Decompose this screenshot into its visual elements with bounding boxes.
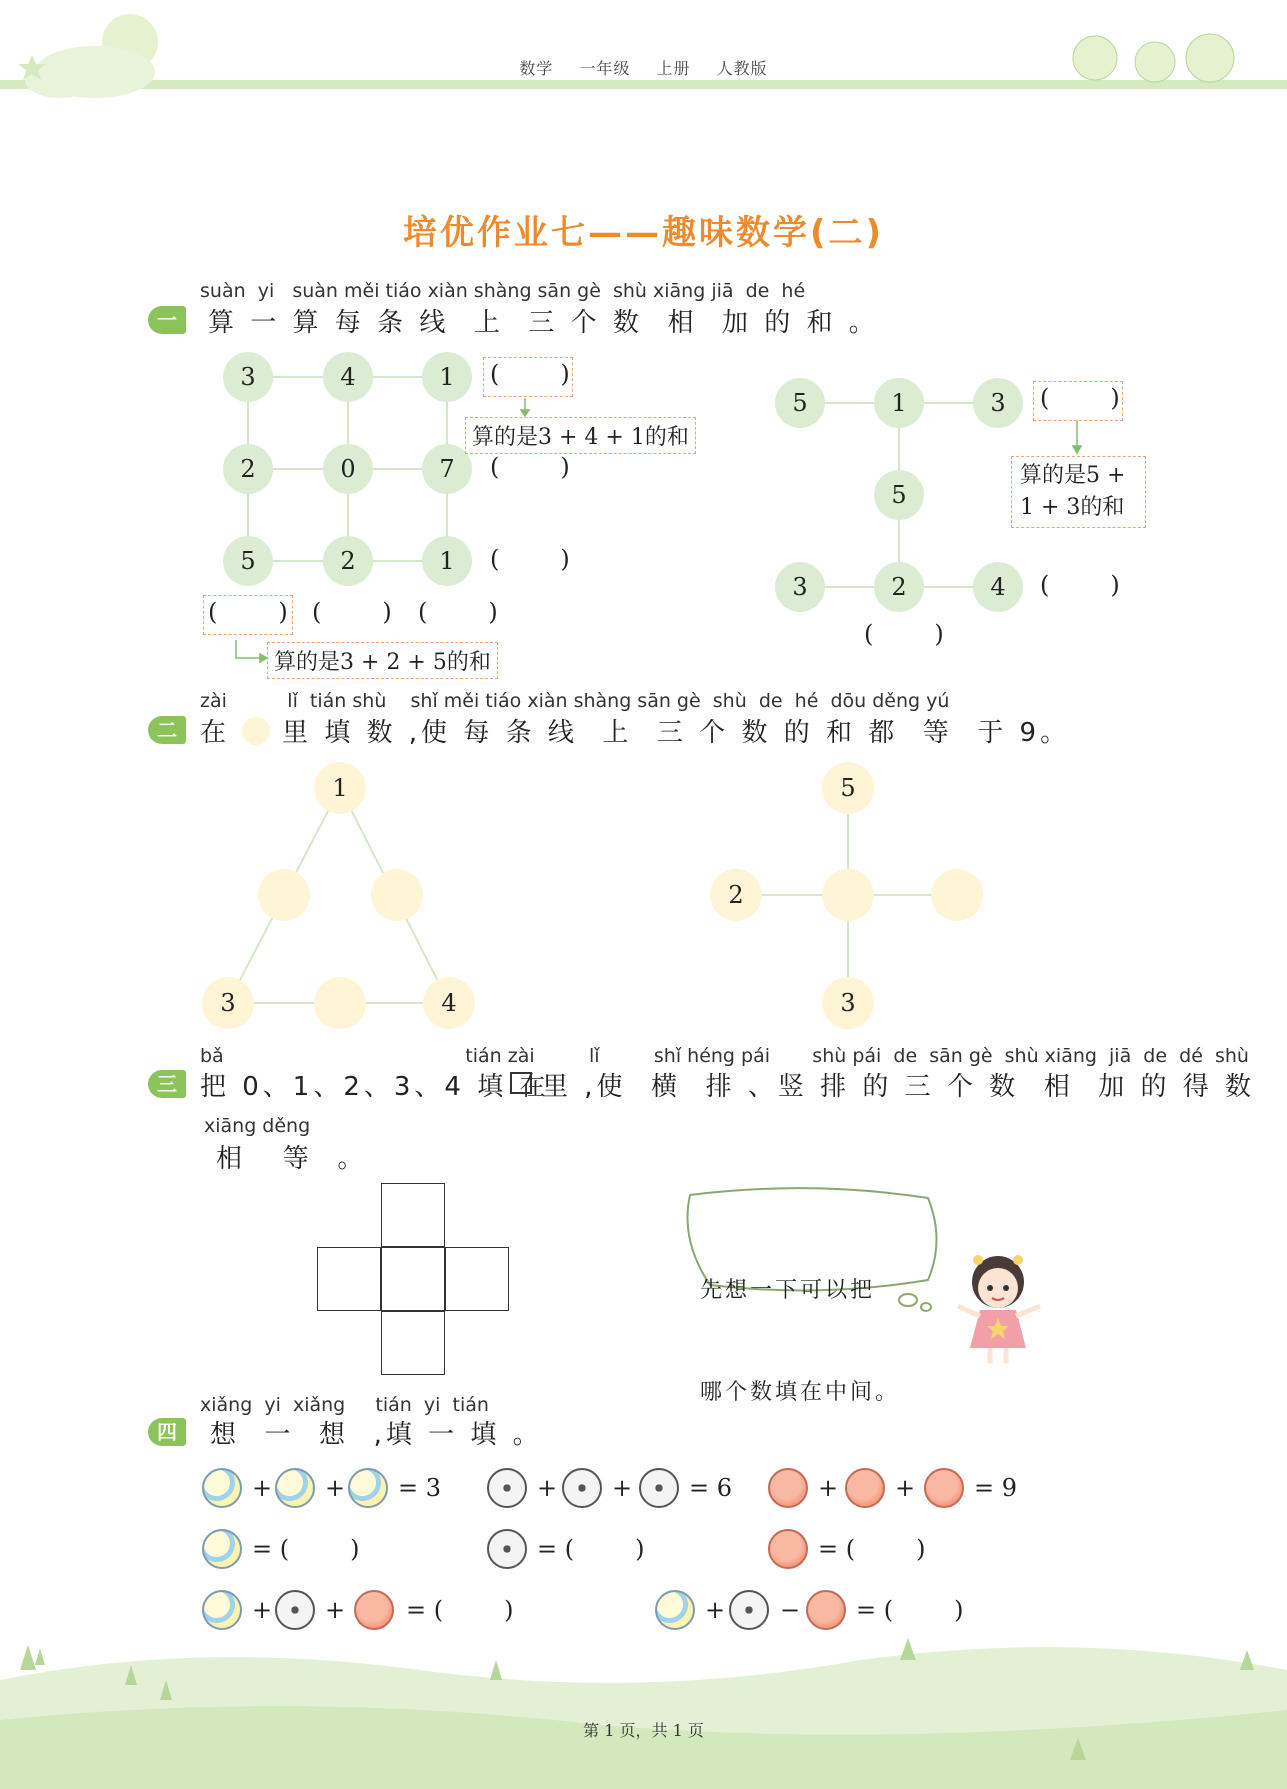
- q1-grid-cell: 1: [422, 536, 472, 586]
- q1-pinyin: suàn yi suàn měi tiáo xiàn shàng sān gè shù xiāng jiā de hé: [200, 280, 806, 302]
- bubble-line: 先想一下可以把: [700, 1278, 876, 1303]
- page-footer: 第 1 页，共 1 页: [583, 1721, 704, 1740]
- q3-pinyin: bǎ tián zài lǐ shǐ héng pái shù pái de sān gè shù xiāng jiā de dé shù: [200, 1045, 1249, 1067]
- soccer-ball-icon: [639, 1468, 679, 1508]
- soccer-ball-icon: [487, 1529, 527, 1569]
- volleyball-icon: [275, 1468, 315, 1508]
- q3-text-2: 相 等 。: [216, 1144, 368, 1174]
- q2-triangle-cell: 4: [423, 977, 475, 1029]
- plus-sign: +: [325, 1474, 346, 1502]
- basketball-icon: [768, 1468, 808, 1508]
- answer-blank-shape-top[interactable]: ( ): [1040, 384, 1120, 412]
- bubble-line: 哪个数填在中间。: [700, 1380, 901, 1405]
- q2-pinyin: zài lǐ tián shù shǐ měi tiáo xiàn shàng sān gè shù de hé dōu děng yú: [200, 690, 950, 712]
- answer-blank-row3[interactable]: ( ): [490, 545, 570, 573]
- answer-blank-mixed-2[interactable]: = ( ): [856, 1596, 964, 1624]
- equation-result: = 6: [689, 1474, 733, 1502]
- q2-triangle-empty-cell[interactable]: [371, 869, 423, 921]
- answer-blank-col3[interactable]: ( ): [418, 598, 498, 626]
- q1-grid-cell: 2: [223, 444, 273, 494]
- q1-shape-note: [1020, 460, 1125, 524]
- volleyball-icon: [348, 1468, 388, 1508]
- q1-grid-cell: 3: [223, 352, 273, 402]
- q1-shape-cell: 5: [775, 378, 825, 428]
- volleyball-icon: [202, 1529, 242, 1569]
- plus-sign: +: [612, 1474, 633, 1502]
- page-title: 培优作业七——趣味数学(二): [402, 213, 885, 253]
- q1-shape-cell: 1: [874, 378, 924, 428]
- q3-pinyin-2: xiāng děng: [204, 1115, 311, 1137]
- q1-grid-cell: 2: [323, 536, 373, 586]
- soccer-ball-icon: [562, 1468, 602, 1508]
- q1-grid-bottom-note: 算的是3 + 2 + 5的和: [267, 642, 498, 679]
- minus-sign: −: [780, 1596, 801, 1624]
- q3-text-b: 里 ,使 横 排 、竖 排 的 三 个 数 相 加 的 得 数: [542, 1072, 1256, 1102]
- q3-grid-center[interactable]: [381, 1247, 445, 1311]
- plus-sign: +: [252, 1474, 273, 1502]
- plus-sign: +: [818, 1474, 839, 1502]
- q2-triangle-empty-cell[interactable]: [258, 869, 310, 921]
- plus-sign: +: [705, 1596, 726, 1624]
- answer-blank-mixed-1[interactable]: = ( ): [406, 1596, 514, 1624]
- answer-blank-row2[interactable]: ( ): [490, 453, 570, 481]
- plus-sign: +: [895, 1474, 916, 1502]
- q1-shape-note-line: 1 + 3的和: [1020, 495, 1125, 520]
- subject: 数学: [519, 59, 554, 78]
- answer-blank-col1[interactable]: ( ): [208, 598, 288, 626]
- plus-sign: +: [325, 1596, 346, 1624]
- plus-sign: +: [537, 1474, 558, 1502]
- answer-blank-volleyball[interactable]: = ( ): [252, 1535, 360, 1563]
- q4-badge: 四: [148, 1418, 186, 1446]
- q3-grid-right[interactable]: [445, 1247, 509, 1311]
- q2-cross-cell: 5: [822, 762, 874, 814]
- q3-grid-top[interactable]: [381, 1183, 445, 1247]
- plus-sign: +: [252, 1596, 273, 1624]
- q1-grid-cell: 1: [422, 352, 472, 402]
- q2-triangle-empty-cell[interactable]: [314, 977, 366, 1029]
- equation-result: = 3: [398, 1474, 442, 1502]
- q3-text-a: 把 0、1、2、3、4 填 在: [200, 1072, 550, 1102]
- q1-badge: 一: [148, 306, 186, 334]
- q2-text-a: 在: [200, 718, 231, 748]
- q1-shape-cell: 2: [874, 562, 924, 612]
- q1-shape-cell: 3: [775, 562, 825, 612]
- edition: 人教版: [716, 59, 768, 78]
- answer-blank-soccer[interactable]: = ( ): [537, 1535, 645, 1563]
- volume: 上册: [656, 59, 691, 78]
- q1-grid-cell: 7: [422, 444, 472, 494]
- q1-grid-cell: 0: [323, 444, 373, 494]
- girl-illustration: [950, 1248, 1050, 1368]
- basketball-icon: [845, 1468, 885, 1508]
- answer-blank-basketball[interactable]: = ( ): [818, 1535, 926, 1563]
- q2-cross-cell: 3: [822, 977, 874, 1029]
- answer-blank-shape-vertical[interactable]: ( ): [864, 620, 944, 648]
- answer-blank-shape-bottom[interactable]: ( ): [1040, 571, 1120, 599]
- q3-badge: 三: [148, 1070, 186, 1098]
- q1-shape-cell: 3: [973, 378, 1023, 428]
- answer-blank-row1[interactable]: ( ): [490, 360, 570, 388]
- q1-shape-cell: 5: [874, 470, 924, 520]
- q1-shape-note-line: 算的是5 +: [1020, 463, 1126, 488]
- q1-grid-cell: 4: [323, 352, 373, 402]
- basketball-icon: [768, 1529, 808, 1569]
- q2-cross-cell: 2: [710, 869, 762, 921]
- q2-lines: [0, 740, 1287, 1040]
- q2-cross-empty-cell[interactable]: [931, 869, 983, 921]
- grade: 一年级: [579, 59, 631, 78]
- footer-hills-decoration: [0, 1610, 1287, 1789]
- q3-grid-bottom[interactable]: [381, 1311, 445, 1375]
- q2-text-b: 里 填 数 ,使 每 条 线 上 三 个 数 的 和 都 等 于 9。: [282, 718, 1071, 748]
- q2-triangle-cell: 1: [314, 762, 366, 814]
- answer-blank-col2[interactable]: ( ): [312, 598, 392, 626]
- basketball-icon: [924, 1468, 964, 1508]
- soccer-ball-icon: [487, 1468, 527, 1508]
- q1-grid-cell: 5: [223, 536, 273, 586]
- q4-text: 想 一 想 ,填 一 填 。: [210, 1420, 543, 1450]
- q2-triangle-cell: 3: [202, 977, 254, 1029]
- q2-badge: 二: [148, 716, 186, 744]
- equation-result: = 9: [974, 1474, 1018, 1502]
- bubble-text: [700, 1206, 900, 1444]
- q1-grid-note: 算的是3 + 4 + 1的和: [465, 417, 696, 454]
- q4-pinyin: xiǎng yi xiǎng tián yi tián: [200, 1394, 489, 1416]
- q1-shape-cell: 4: [973, 562, 1023, 612]
- q2-cross-empty-cell[interactable]: [822, 869, 874, 921]
- q1-text: 算 一 算 每 条 线 上 三 个 数 相 加 的 和 。: [208, 308, 879, 338]
- volleyball-icon: [202, 1468, 242, 1508]
- square-symbol: [510, 1072, 532, 1094]
- q3-grid-left[interactable]: [317, 1247, 381, 1311]
